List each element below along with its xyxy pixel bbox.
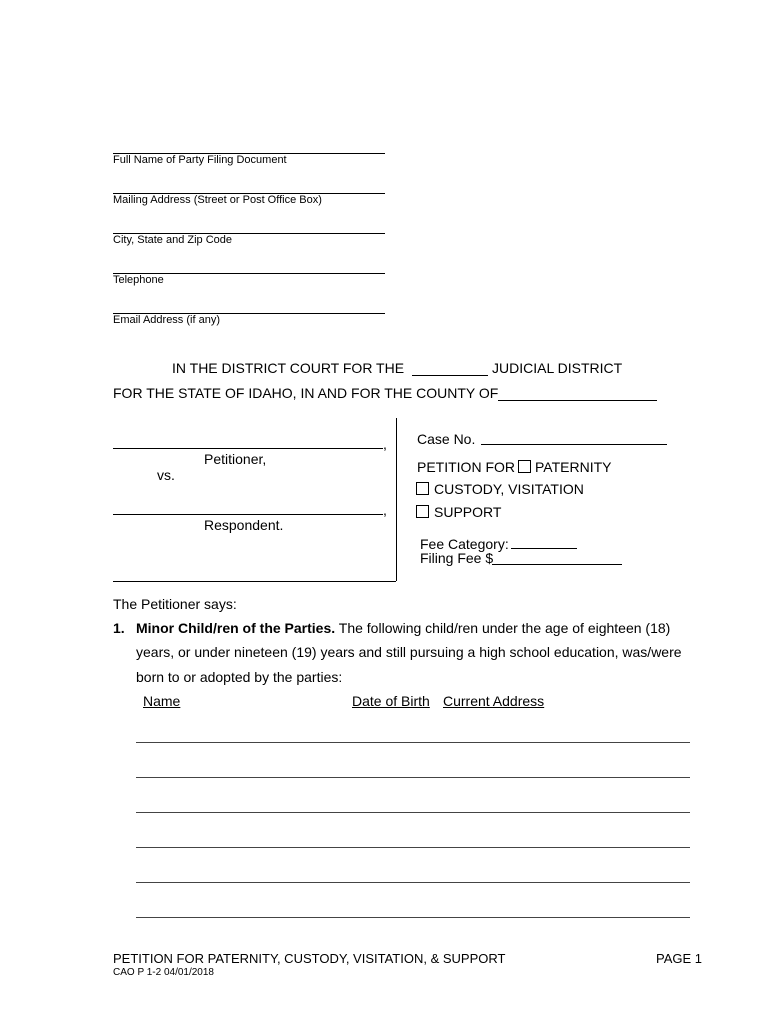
judicial-district-blank[interactable]	[412, 375, 488, 376]
fee-category-label: Fee Category:	[420, 536, 509, 552]
column-dob-header: Date of Birth	[352, 693, 430, 709]
item1-text-b: years, or under nineteen (19) years and still pursuing a high school education, was/were	[136, 644, 682, 660]
item1-heading: Minor Child/ren of the Parties.	[136, 620, 336, 636]
case-no-blank[interactable]	[481, 444, 667, 445]
item1-text-a: The following child/ren under the age of eighteen (18)	[338, 620, 671, 636]
child-row-line[interactable]	[136, 917, 690, 918]
support-label: SUPPORT	[434, 504, 502, 520]
telephone-label: Telephone	[113, 274, 164, 286]
child-row-line[interactable]	[136, 847, 690, 848]
filing-fee-blank[interactable]	[492, 564, 622, 565]
footer-title: PETITION FOR PATERNITY, CUSTODY, VISITATION, & SUPPORT	[113, 951, 506, 966]
respondent-name-line[interactable]	[113, 514, 383, 515]
caption-divider	[396, 418, 397, 581]
county-blank[interactable]	[498, 400, 657, 401]
custody-visitation-checkbox[interactable]	[416, 482, 429, 495]
footer-form-id: CAO P 1-2 04/01/2018	[113, 967, 214, 978]
child-row-line[interactable]	[136, 882, 690, 883]
petitioner-name-line[interactable]	[113, 448, 383, 449]
vs-label: vs.	[157, 467, 175, 483]
item1-number: 1.	[113, 620, 125, 636]
fee-category-blank[interactable]	[511, 548, 577, 549]
court-line1-b: JUDICIAL DISTRICT	[492, 360, 623, 376]
item1-text-c: born to or adopted by the parties:	[136, 669, 343, 685]
support-checkbox[interactable]	[416, 505, 429, 518]
petition-for-label: PETITION FOR	[417, 459, 515, 475]
court-line2: FOR THE STATE OF IDAHO, IN AND FOR THE COUNTY OF	[113, 385, 499, 401]
petitioner-says: The Petitioner says:	[113, 596, 237, 612]
paternity-checkbox[interactable]	[518, 460, 531, 473]
email-label: Email Address (if any)	[113, 314, 220, 326]
custody-visitation-label: CUSTODY, VISITATION	[434, 481, 584, 497]
court-line1-a: IN THE DISTRICT COURT FOR THE	[172, 360, 405, 376]
paternity-label: PATERNITY	[535, 459, 612, 475]
item1-first-line	[136, 620, 670, 636]
case-no-label: Case No.	[417, 431, 476, 447]
petitioner-comma: ,	[383, 436, 387, 452]
respondent-label: Respondent.	[204, 517, 284, 533]
child-row-line[interactable]	[136, 742, 690, 743]
petitioner-label: Petitioner,	[204, 451, 267, 467]
column-address-header: Current Address	[443, 693, 545, 709]
respondent-comma: ,	[383, 502, 387, 518]
mailing-address-label: Mailing Address (Street or Post Office Box)	[113, 194, 322, 206]
caption-bottom-line	[113, 581, 396, 582]
child-row-line[interactable]	[136, 812, 690, 813]
full-name-label: Full Name of Party Filing Document	[113, 154, 287, 166]
column-name-header: Name	[143, 693, 181, 709]
child-row-line[interactable]	[136, 777, 690, 778]
filing-fee-label: Filing Fee $	[420, 550, 494, 566]
city-state-zip-label: City, State and Zip Code	[113, 234, 233, 246]
footer-page: PAGE 1	[656, 951, 703, 966]
